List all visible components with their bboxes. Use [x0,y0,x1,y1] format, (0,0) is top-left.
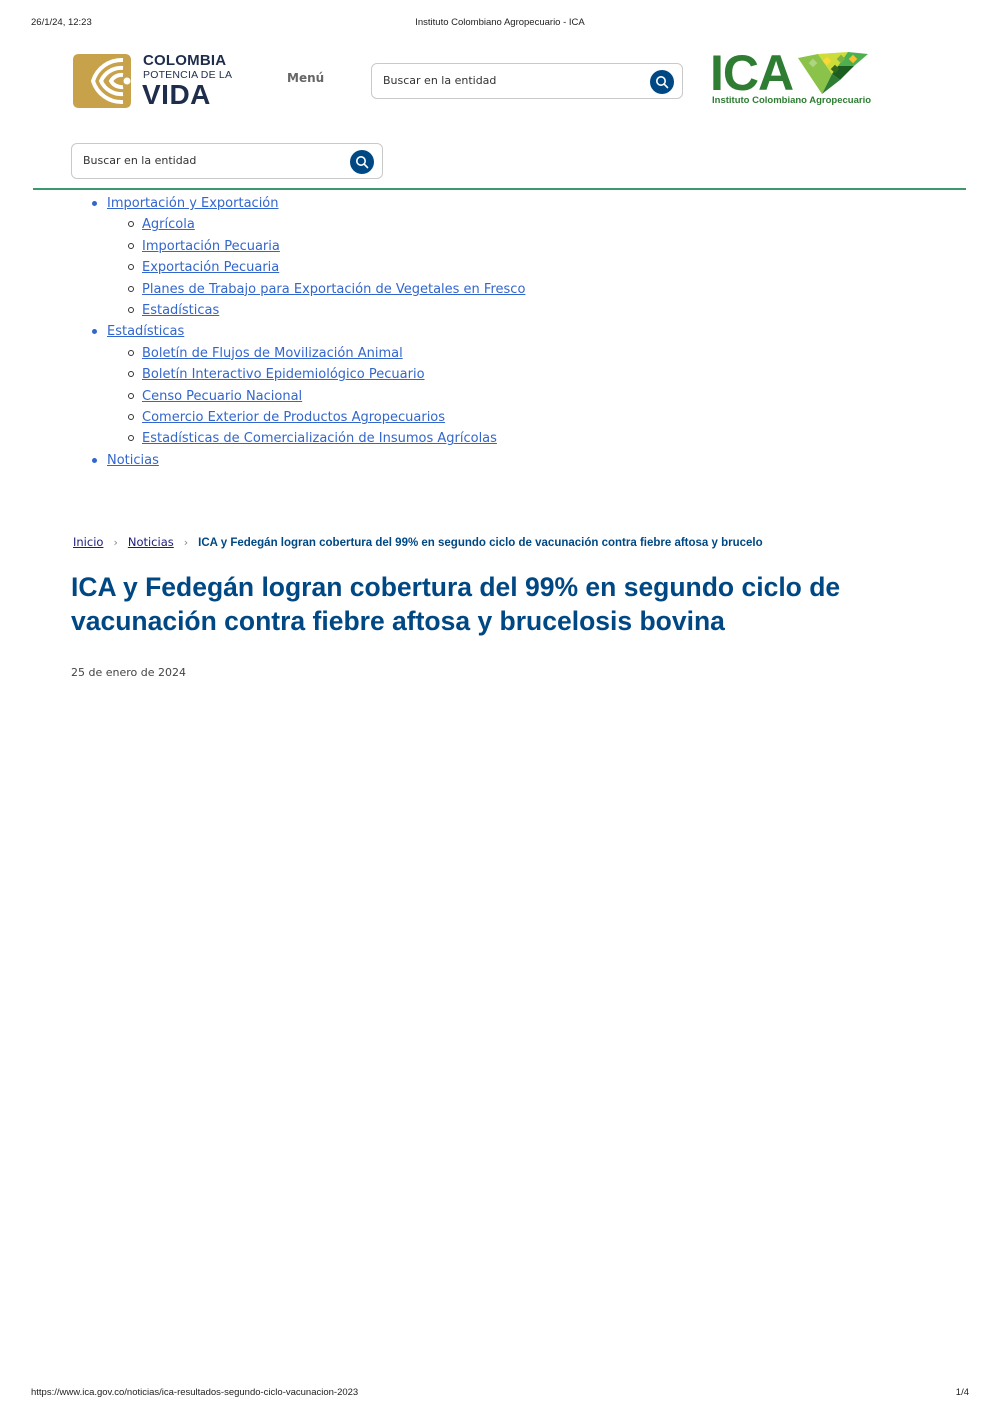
logo-text-vida: VIDA [142,79,211,110]
search-icon [355,155,369,169]
nav-subitem [142,364,525,385]
nav-subitem [142,279,525,300]
circle-marker [128,414,134,420]
nav-link-importacion-exportacion[interactable]: Importación y Exportación [107,196,279,211]
main-nav-list [107,193,525,471]
nav-subitem [142,407,525,428]
print-datetime: 26/1/24, 12:23 [31,17,92,28]
nav-item-estadisticas [107,321,525,449]
nav-item-importacion-exportacion [107,193,525,321]
breadcrumb-noticias-link[interactable]: Noticias [127,535,174,549]
print-page-counter: 1/4 [955,1387,969,1398]
search-button[interactable] [650,70,674,94]
search-icon [655,75,669,89]
publication-date: 25 de enero de 2024 [71,666,186,679]
nav-link-agricola[interactable]: Agrícola [142,217,195,233]
nav-link-boletin-flujos[interactable]: Boletín de Flujos de Movilización Animal [142,345,403,361]
ica-logo[interactable] [710,45,872,112]
nav-subitem [142,428,525,449]
logo-text-colombia: COLOMBIA [143,52,227,69]
nav-link-noticias[interactable]: Noticias [107,452,159,468]
secondary-search-input[interactable]: Buscar en la entidad [83,154,197,167]
logo-text-potencia: POTENCIA DE LA [143,69,233,81]
ica-logo-subtitle: Instituto Colombiano Agropecuario [712,95,872,106]
circle-marker [128,264,134,270]
header-search-box[interactable] [371,63,683,99]
circle-marker [128,435,134,441]
nav-subitem [142,257,525,278]
nav-link-censo-pecuario[interactable]: Censo Pecuario Nacional [142,388,303,404]
ica-flag-mosaic-icon [798,52,868,94]
nav-link-boletin-epidemiologico[interactable]: Boletín Interactivo Epidemiológico Pecuario [142,367,425,383]
chevron-right-icon: › [183,536,189,549]
bullet-marker [92,201,97,206]
print-url: https://www.ica.gov.co/noticias/ica-resultados-segundo-ciclo-vacunacion-2023 [31,1387,359,1398]
nav-link-exportacion-pecuaria[interactable]: Exportación Pecuaria [142,260,280,276]
circle-marker [128,286,134,292]
nav-link-estadisticas-import[interactable]: Estadísticas [142,303,220,319]
chevron-right-icon: › [113,536,118,549]
circle-marker [128,393,134,399]
nav-subitem [142,386,525,407]
print-document-title: Instituto Colombiano Agropecuario - ICA [415,17,585,28]
secondary-search-box[interactable] [71,143,383,179]
nav-item-noticias [107,450,525,471]
circle-marker [128,350,134,356]
circle-marker [128,307,134,313]
menu-toggle-button[interactable]: Menú [287,71,325,85]
page-title: ICA y Fedegán logran cobertura del 99% en segundo ciclo de vacunación contra fiebre aftosa y brucelosis bovina [71,572,841,636]
ica-logo-letters: ICA [710,45,794,101]
nav-link-estadisticas-insumos[interactable]: Estadísticas de Comercialización de Insumos Agrícolas [142,431,497,447]
secondary-search-button[interactable] [350,150,374,174]
nav-subitem [142,343,525,364]
nav-sublist-estadisticas [142,343,525,450]
header-divider [33,188,966,190]
search-input[interactable]: Buscar en la entidad [383,74,497,87]
breadcrumb [73,535,763,549]
nav-link-estadisticas[interactable]: Estadísticas [107,324,185,340]
circle-marker [128,243,134,249]
nav-subitem [142,300,525,321]
breadcrumb-home-link[interactable]: Inicio [73,535,104,549]
bullet-marker [92,329,97,334]
nav-link-comercio-exterior[interactable]: Comercio Exterior de Productos Agropecuarios [142,410,446,426]
nav-link-planes-trabajo[interactable]: Planes de Trabajo para Exportación de Vegetales en Fresco [142,281,526,297]
colombia-potencia-logo[interactable] [73,52,233,110]
nav-subitem [142,214,525,235]
nav-link-importacion-pecuaria[interactable]: Importación Pecuaria [142,238,280,254]
circle-marker [128,221,134,227]
nav-sublist-importacion [142,214,525,321]
bullet-marker [92,458,97,463]
colombia-potencia-emblem-icon [73,54,131,108]
breadcrumb-current: ICA y Fedegán logran cobertura del 99% en segundo ciclo de vacunación contra fiebre aftosa y brucelo [198,537,763,549]
nav-subitem [142,236,525,257]
circle-marker [128,371,134,377]
